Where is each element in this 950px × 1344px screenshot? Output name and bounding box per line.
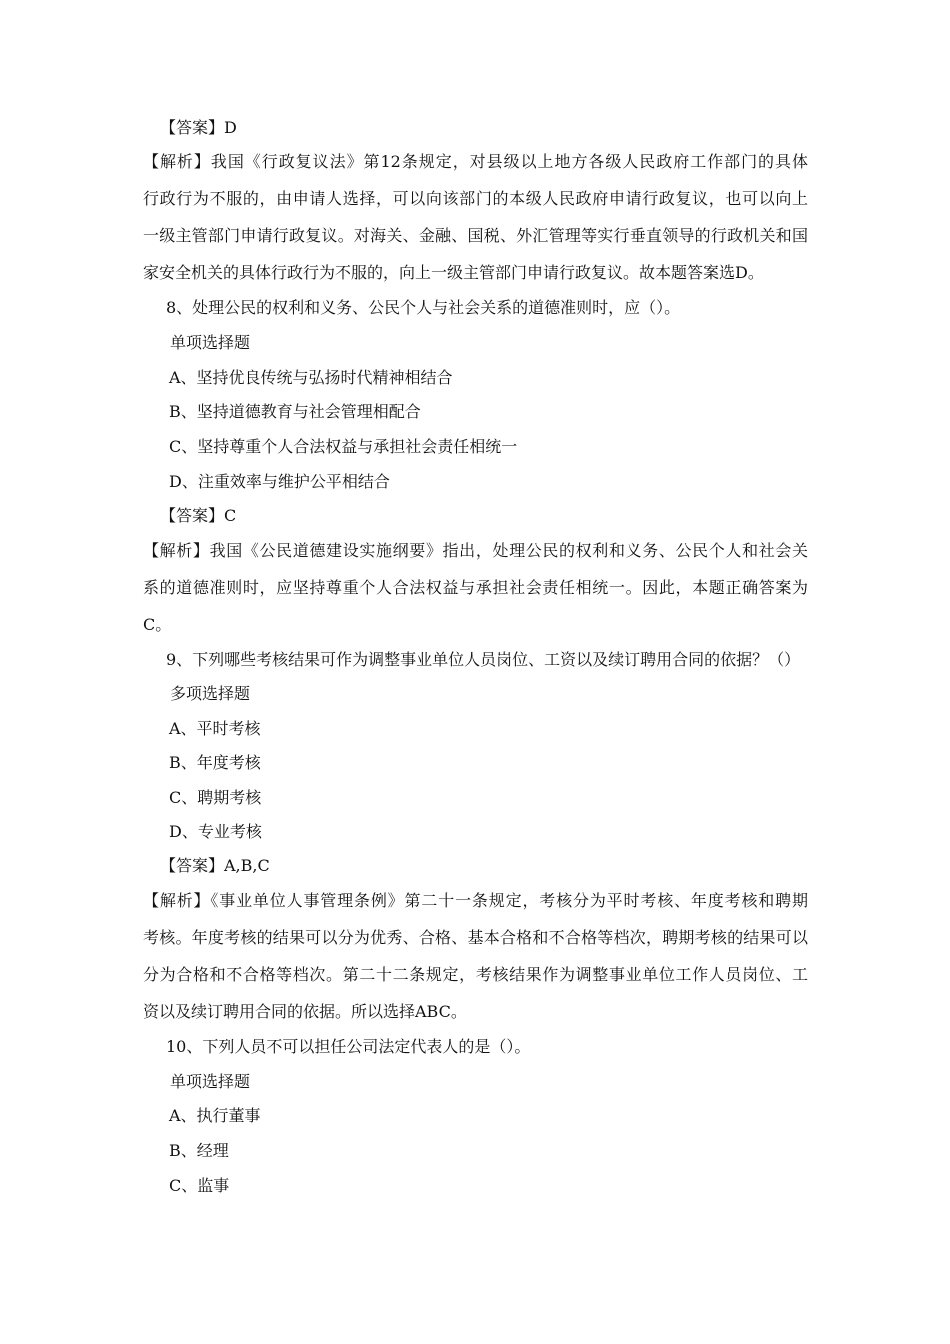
q10-stem: 10、下列人员不可以担任公司法定代表人的是（）。 <box>166 1037 531 1056</box>
q9-analysis-line: 考核。年度考核的结果可以分为优秀、合格、基本合格和不合格等档次，聘期考核的结果可以 <box>143 928 808 947</box>
q7-analysis-line: 家安全机关的具体行政行为不服的，向上一级主管部门申请行政复议。故本题答案选D。 <box>143 263 764 282</box>
q7-answer: 【答案】D <box>160 118 237 137</box>
q10-option-a: A、执行董事 <box>169 1106 261 1125</box>
q9-analysis-line: 分为合格和不合格等档次。第二十二条规定，考核结果作为调整事业单位工作人员岗位、工 <box>143 965 808 984</box>
q9-analysis-line: 【解析】《事业单位人事管理条例》第二十一条规定，考核分为平时考核、年度考核和聘期 <box>143 891 808 910</box>
q10-option-b: B、经理 <box>169 1141 229 1160</box>
q9-option-a: A、平时考核 <box>169 719 261 738</box>
q9-option-b: B、年度考核 <box>169 753 261 772</box>
q10-type: 单项选择题 <box>170 1072 251 1091</box>
q9-type: 多项选择题 <box>170 684 251 703</box>
q8-option-c: C、坚持尊重个人合法权益与承担社会责任相统一 <box>169 437 518 456</box>
q7-analysis-line: 【解析】我国《行政复议法》第12条规定，对县级以上地方各级人民政府工作部门的具体 <box>143 152 808 171</box>
q9-option-d: D、专业考核 <box>169 822 262 841</box>
q7-analysis-line: 一级主管部门申请行政复议。对海关、金融、国税、外汇管理等实行垂直领导的行政机关和国 <box>143 226 808 245</box>
q8-type: 单项选择题 <box>170 333 251 352</box>
q8-analysis-line: 【解析】我国《公民道德建设实施纲要》指出，处理公民的权利和义务、公民个人和社会关 <box>143 541 808 560</box>
q7-analysis-line: 行政行为不服的，由申请人选择，可以向该部门的本级人民政府申请行政复议，也可以向上 <box>143 189 808 208</box>
q9-stem: 9、下列哪些考核结果可作为调整事业单位人员岗位、工资以及续订聘用合同的依据？（） <box>166 650 801 669</box>
q9-answer: 【答案】A,B,C <box>160 856 270 875</box>
q8-stem: 8、处理公民的权利和义务、公民个人与社会关系的道德准则时，应（）。 <box>166 298 681 317</box>
q9-analysis-line: 资以及续订聘用合同的依据。所以选择ABC。 <box>143 1002 467 1021</box>
q8-option-a: A、坚持优良传统与弘扬时代精神相结合 <box>169 368 453 387</box>
q8-analysis-line: C。 <box>143 615 172 634</box>
q10-option-c: C、监事 <box>169 1176 230 1195</box>
q8-answer: 【答案】C <box>160 506 237 525</box>
q8-analysis-line: 系的道德准则时，应坚持尊重个人合法权益与承担社会责任相统一。因此，本题正确答案为 <box>143 578 808 597</box>
q9-option-c: C、聘期考核 <box>169 788 262 807</box>
q8-option-b: B、坚持道德教育与社会管理相配合 <box>169 402 421 421</box>
q8-option-d: D、注重效率与维护公平相结合 <box>169 472 390 491</box>
